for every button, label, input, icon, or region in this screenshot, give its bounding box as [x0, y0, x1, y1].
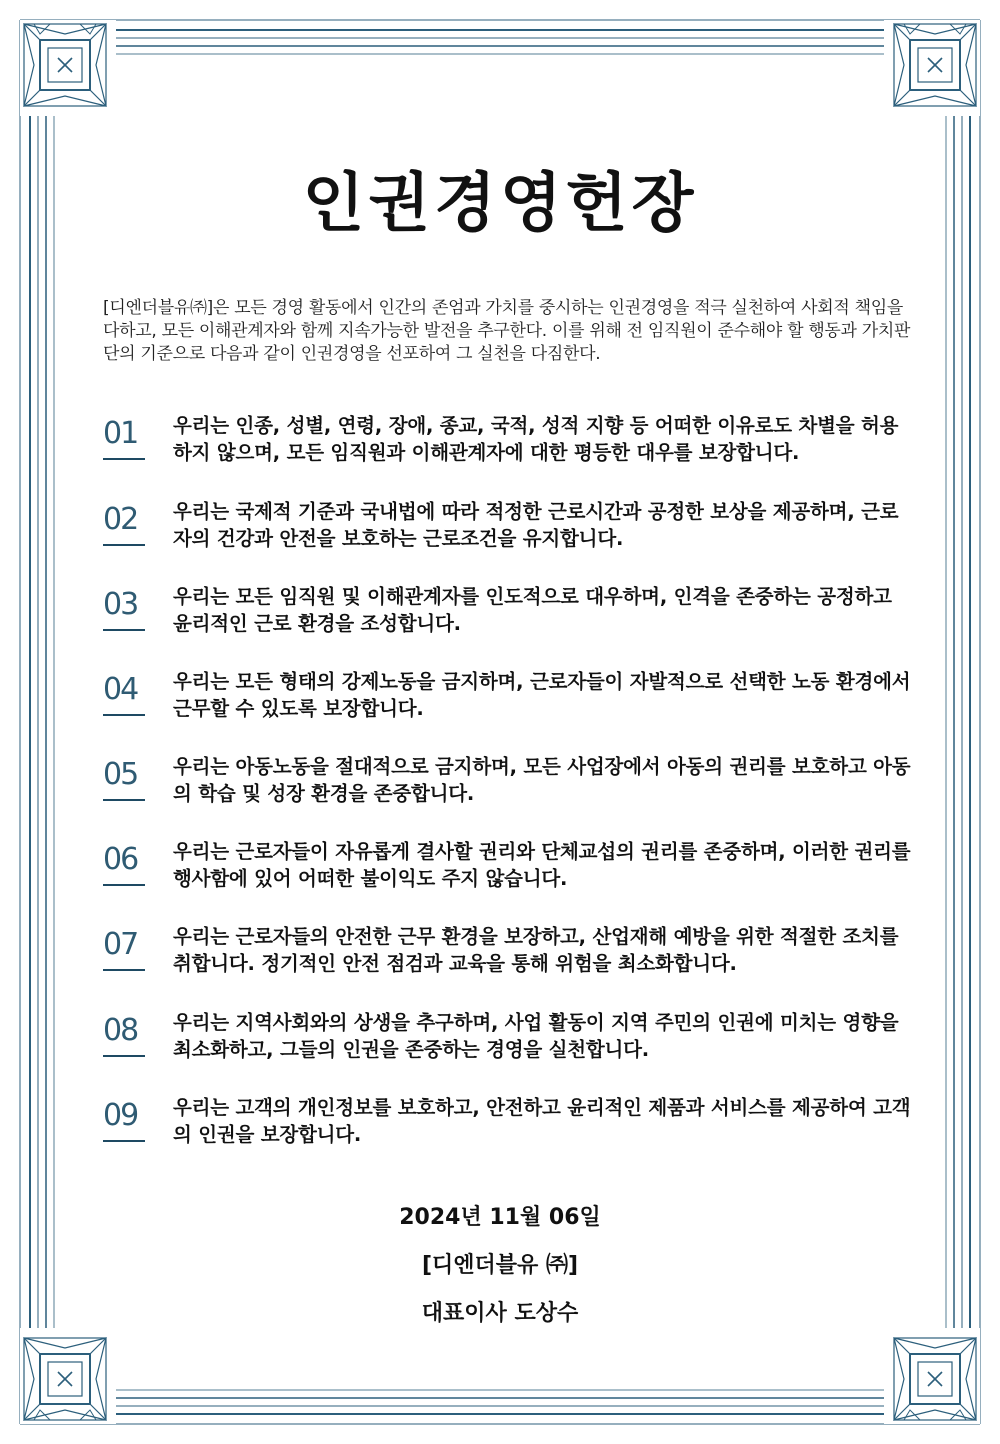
number-underline — [103, 714, 145, 716]
number-underline — [103, 1140, 145, 1142]
item-text: 우리는 지역사회와의 상생을 추구하며, 사업 활동이 지역 주민의 인권에 미치는 영향을 최소화하고, 그들의 인권을 존중하는 경영을 실천합니다. — [173, 1011, 899, 1061]
item-text: 우리는 국제적 기준과 국내법에 따라 적정한 근로시간과 공정한 보상을 제공하며, 근로자의 건강과 안전을 보호하는 근로조건을 유지합니다. — [173, 500, 899, 550]
signature-company: [디엔더블유 ㈜] — [421, 1253, 579, 1278]
item-number: 08 — [103, 1013, 138, 1048]
number-underline — [103, 629, 145, 631]
item-text: 우리는 모든 형태의 강제노동을 금지하며, 근로자들이 자발적으로 선택한 노동 환경에서 근무할 수 있도록 보장합니다. — [173, 670, 911, 720]
signature-ceo: 대표이사 도상수 — [421, 1301, 579, 1326]
item-text: 우리는 근로자들이 자유롭게 결사할 권리와 단체교섭의 권리를 존중하며, 이러한 권리를 행사함에 있어 어떠한 불이익도 주지 않습니다. — [173, 840, 911, 890]
item-number: 03 — [103, 587, 138, 622]
document-title: 인권경영헌장 — [302, 167, 698, 241]
corner-ornament-bottom-left — [20, 1328, 116, 1424]
corner-ornament-top-right — [884, 20, 980, 116]
number-underline — [103, 799, 145, 801]
item-number: 09 — [103, 1098, 138, 1133]
item-text: 우리는 고객의 개인정보를 보호하고, 안전하고 윤리적인 제품과 서비스를 제공하여 고객의 인권을 보장합니다. — [173, 1096, 911, 1146]
item-number: 07 — [103, 927, 138, 962]
corner-ornament-top-left — [20, 20, 116, 116]
item-text: 우리는 인종, 성별, 연령, 장애, 종교, 국적, 성적 지향 등 어떠한 이유로도 차별을 허용하지 않으며, 모든 임직원과 이해관계자에 대한 평등한 대우를 보장합니다. — [173, 414, 899, 464]
item-number: 05 — [103, 757, 138, 792]
item-text: 우리는 근로자들의 안전한 근무 환경을 보장하고, 산업재해 예방을 위한 적절한 조치를 취합니다. 정기적인 안전 점검과 교육을 통해 위험을 최소화합니다. — [173, 925, 899, 975]
corner-ornament-bottom-right — [884, 1328, 980, 1424]
signature-date: 2024년 11월 06일 — [399, 1205, 601, 1230]
item-number: 04 — [103, 672, 138, 707]
item-text: 우리는 아동노동을 절대적으로 금지하며, 모든 사업장에서 아동의 권리를 보호하고 아동의 학습 및 성장 환경을 존중합니다. — [173, 755, 911, 805]
item-number: 06 — [103, 842, 138, 877]
number-underline — [103, 1055, 145, 1057]
item-text: 우리는 모든 임직원 및 이해관계자를 인도적으로 대우하며, 인격을 존중하는 공정하고 윤리적인 근로 환경을 조성합니다. — [173, 585, 892, 635]
number-underline — [103, 458, 145, 460]
intro-paragraph: [디엔더블유㈜]은 모든 경영 활동에서 인간의 존엄과 가치를 중시하는 인권경영을 적극 실천하여 사회적 책임을 다하고, 모든 이해관계자와 함께 지속가능한 발전을 추구한다. 이를 위해 전 임직원이 준수해야 할 행동과 가치판단의 기준으로 다음과 같이 인권경영을 선포하여 그 실천을 다짐한다. — [103, 298, 911, 364]
item-number: 02 — [103, 502, 138, 537]
item-number: 01 — [103, 416, 138, 451]
number-underline — [103, 544, 145, 546]
number-underline — [103, 884, 145, 886]
number-underline — [103, 969, 145, 971]
